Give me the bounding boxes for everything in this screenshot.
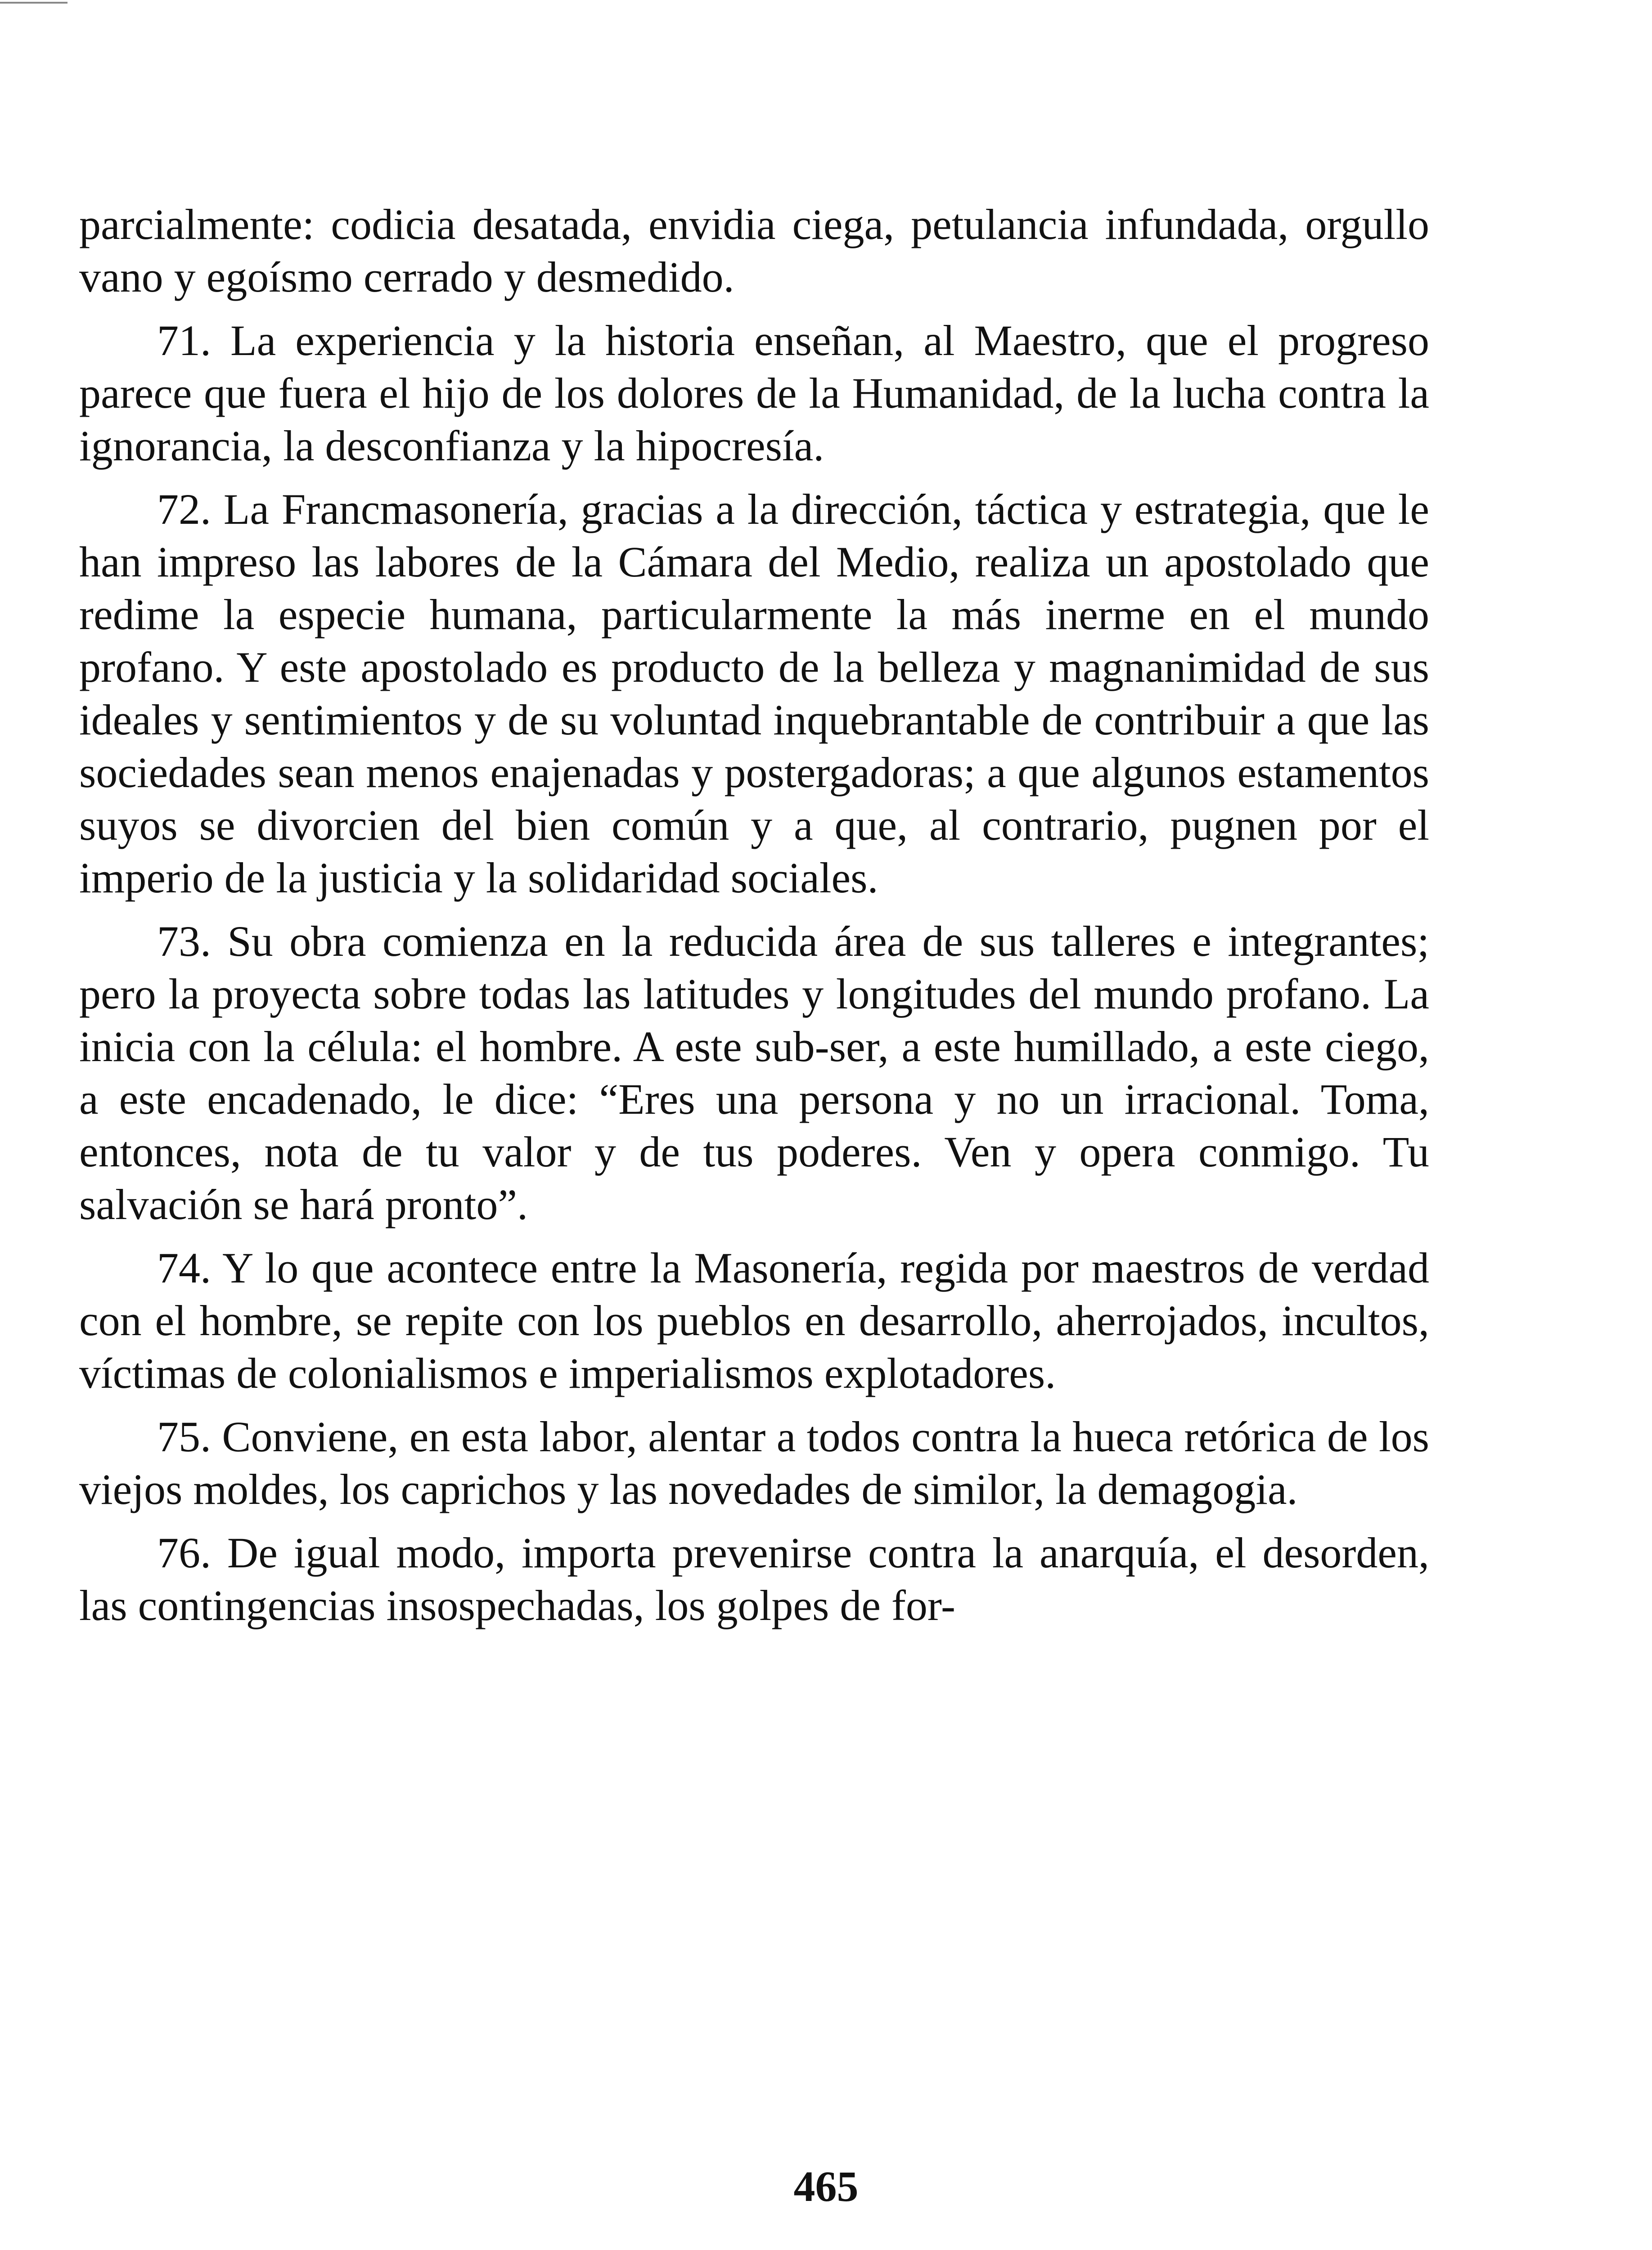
- page-number: 465: [793, 2162, 859, 2210]
- paragraph-continuation: parcialmente: codicia desatada, envidia ciega, petulancia infundada, orgullo vano y egoísmo cerrado y desmedido.: [79, 200, 1429, 301]
- paragraph-71: 71. La experiencia y la historia enseñan, al Maestro, que el progreso parece que fuera el hijo de los dolores de la Humanidad, de la lucha contra la ignorancia, la desconfianza y la hipocresía.: [79, 316, 1429, 470]
- paragraph-72: 72. La Francmasonería, gracias a la dirección, táctica y estrategia, que le han impreso las labores de la Cámara del Medio, realiza un apostolado que redime la especie humana, particularmente la más inerme en el mundo profano. Y este apostolado es producto de la belleza y magnanimidad de sus ideales y sentimientos y de su voluntad inquebrantable de contribuir a que las sociedades sean menos enajenadas y postergadoras; a que algunos estamentos suyos se divorcien del bien común y a que, al contrario, pugnen por el imperio de la justicia y la solidaridad sociales.: [79, 485, 1429, 902]
- corner-rule: [0, 2, 68, 4]
- page-text: [79, 198, 1429, 1632]
- paragraph-73: 73. Su obra comienza en la reducida área de sus talleres e integrantes; pero la proyecta sobre todas las latitudes y longitudes del mundo profano. La inicia con la célula: el hombre. A este sub-ser, a este humillado, a este ciego, a este encadenado, le dice: “Eres una persona y no un irracional. Toma, entonces, nota de tu valor y de tus poderes. Ven y opera conmigo. Tu salvación se hará pronto”.: [79, 917, 1429, 1228]
- paragraph-75: 75. Conviene, en esta labor, alentar a todos contra la hueca retórica de los viejos moldes, los caprichos y las novedades de similor, la demagogia.: [79, 1413, 1429, 1513]
- paragraph-76: 76. De igual modo, importa prevenirse contra la anarquía, el desorden, las contingencias insospechadas, los golpes de for-: [79, 1529, 1429, 1629]
- paragraph-74: 74. Y lo que acontece entre la Masonería, regida por maestros de verdad con el hombre, se repite con los pueblos en desarrollo, aherrojados, incultos, víctimas de colonialismos e imperialismos explotadores.: [79, 1244, 1429, 1397]
